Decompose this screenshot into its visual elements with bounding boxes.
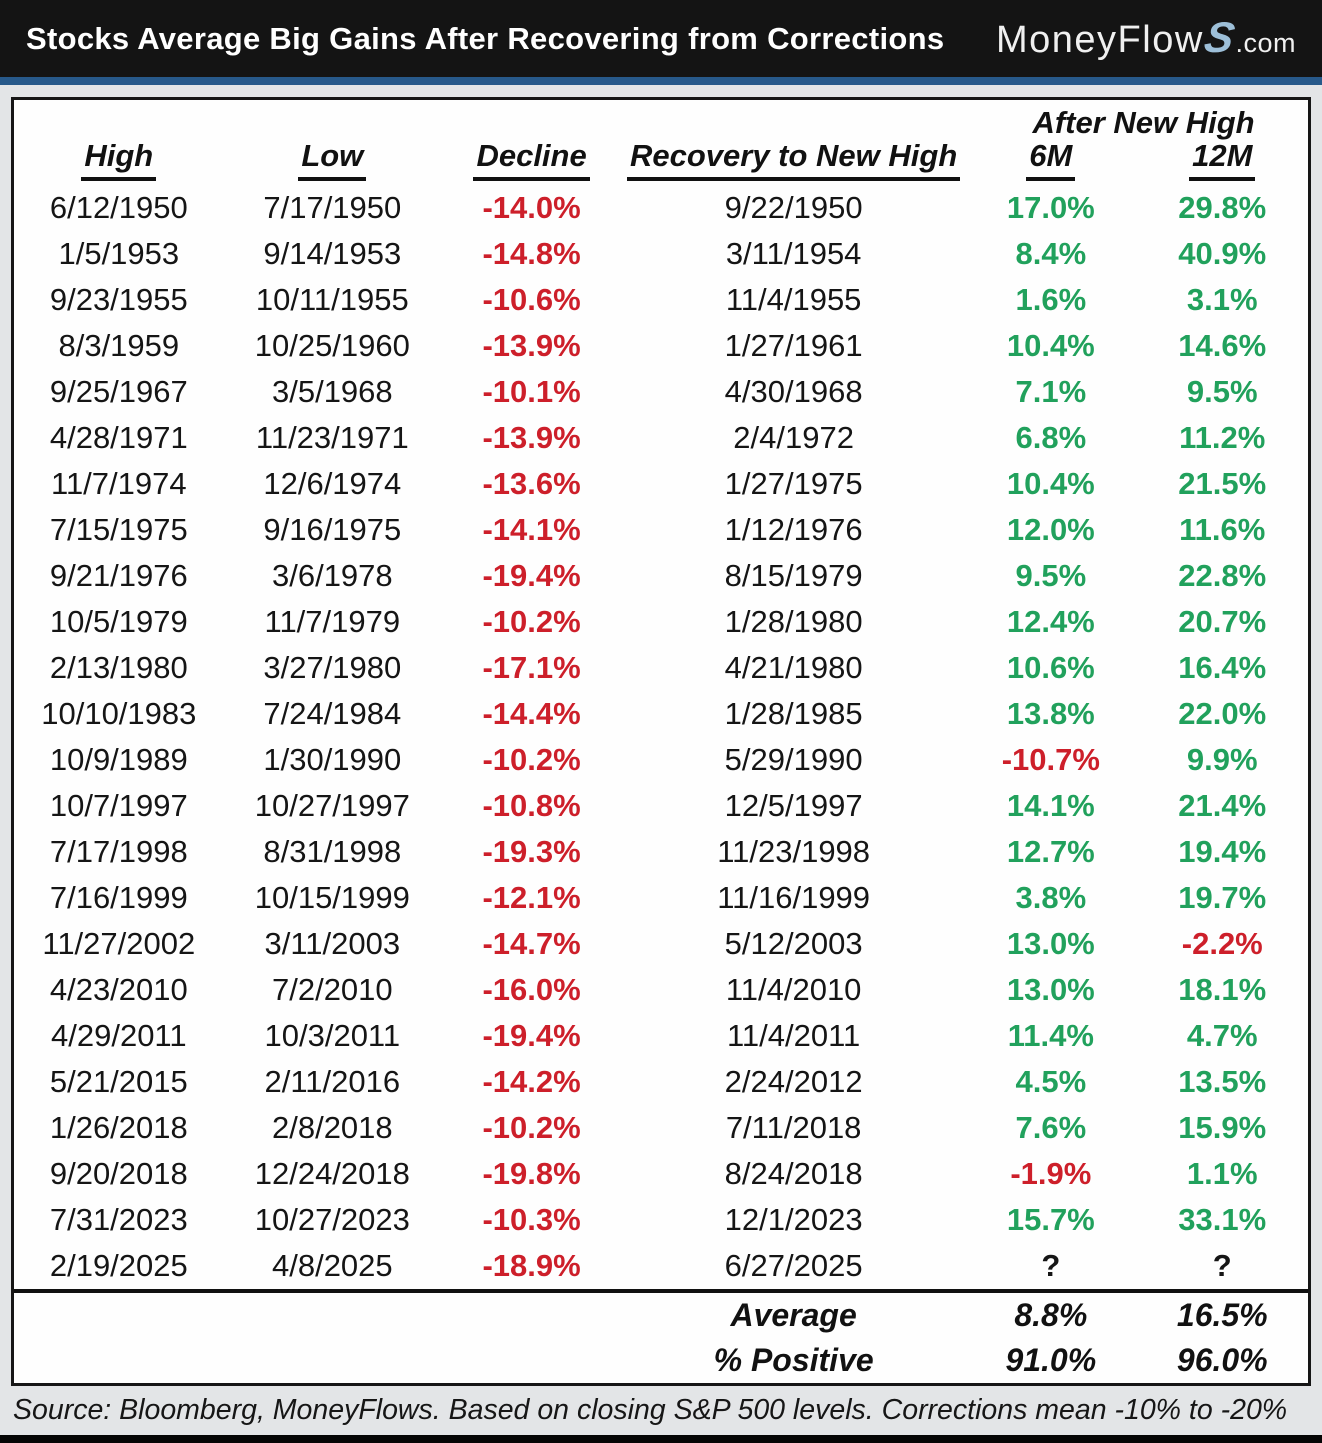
decline-value: -14.1%: [482, 512, 581, 547]
low-date: 10/11/1955: [255, 282, 409, 317]
return-12m: 21.5%: [1178, 466, 1267, 501]
low-date: 12/24/2018: [254, 1156, 410, 1191]
decline-value: -10.6%: [482, 282, 581, 317]
recovery-date: 11/4/2010: [725, 972, 862, 1007]
high-date: 11/27/2002: [42, 926, 196, 961]
table-row: [14, 369, 1308, 415]
column-header-low-label: Low: [298, 138, 366, 181]
table-row: [14, 415, 1308, 461]
recovery-date: 1/28/1985: [724, 696, 863, 731]
low-date: 3/11/2003: [264, 926, 401, 961]
recovery-date: 11/4/1955: [725, 282, 862, 317]
high-date: 5/21/2015: [49, 1064, 188, 1099]
high-date: 6/12/1950: [49, 190, 188, 225]
return-6m: 4.5%: [1015, 1064, 1087, 1099]
return-12m: 16.4%: [1178, 650, 1267, 685]
group-header-after-new-high: After New High: [1032, 105, 1255, 140]
summary-body: [14, 1293, 1308, 1383]
summary-label: Average: [730, 1297, 857, 1333]
high-date: 10/9/1989: [49, 742, 188, 777]
summary-label: % Positive: [713, 1342, 874, 1378]
decline-value: -14.4%: [482, 696, 581, 731]
recovery-date: 4/30/1968: [724, 374, 863, 409]
summary-6m-value: 8.8%: [1014, 1297, 1088, 1333]
decline-value: -10.1%: [482, 374, 581, 409]
low-date: 7/2/2010: [271, 972, 393, 1007]
low-date: 11/23/1971: [255, 420, 409, 455]
return-6m: 1.6%: [1015, 282, 1087, 317]
return-12m: 21.4%: [1178, 788, 1267, 823]
low-date: 9/16/1975: [263, 512, 402, 547]
table-row: [14, 507, 1308, 553]
return-6m: 15.7%: [1006, 1202, 1095, 1237]
return-6m: 12.0%: [1006, 512, 1095, 547]
low-date: 10/27/1997: [254, 788, 410, 823]
summary-row: [14, 1293, 1308, 1338]
summary-6m-value: 91.0%: [1005, 1342, 1097, 1378]
return-12m: 40.9%: [1178, 236, 1267, 271]
recovery-date: 4/21/1980: [724, 650, 863, 685]
summary-row: [14, 1338, 1308, 1383]
return-12m: -2.2%: [1181, 926, 1263, 961]
column-header-high-label: High: [81, 138, 156, 181]
recovery-date: 11/16/1999: [717, 880, 871, 915]
table-row: [14, 185, 1308, 231]
table-row: [14, 783, 1308, 829]
low-date: 1/30/1990: [263, 742, 402, 777]
return-6m: 7.1%: [1015, 374, 1087, 409]
return-6m: 8.4%: [1015, 236, 1087, 271]
recovery-date: 12/1/2023: [724, 1202, 863, 1237]
column-header-6m: [965, 138, 1136, 181]
high-date: 9/25/1967: [49, 374, 188, 409]
logo-stylized-s-icon: S: [1200, 14, 1238, 62]
logo-tld: .com: [1235, 28, 1296, 58]
return-6m: 6.8%: [1015, 420, 1087, 455]
return-12m: 11.6%: [1179, 512, 1266, 547]
decline-value: -10.2%: [482, 742, 581, 777]
high-date: 7/31/2023: [49, 1202, 188, 1237]
decline-value: -10.8%: [482, 788, 581, 823]
return-6m: 10.4%: [1006, 466, 1095, 501]
low-date: 2/11/2016: [264, 1064, 401, 1099]
high-date: 9/21/1976: [49, 558, 188, 593]
return-12m: ?: [1212, 1248, 1232, 1283]
low-date: 8/31/1998: [263, 834, 402, 869]
high-date: 4/23/2010: [49, 972, 188, 1007]
low-date: 10/15/1999: [254, 880, 410, 915]
low-date: 11/7/1979: [264, 604, 401, 639]
recovery-date: 2/24/2012: [724, 1064, 863, 1099]
source-footer: [0, 1386, 1322, 1435]
table-row: [14, 829, 1308, 875]
low-date: 3/27/1980: [263, 650, 402, 685]
high-date: 7/17/1998: [49, 834, 188, 869]
decline-value: -19.4%: [482, 1018, 581, 1053]
high-date: 11/7/1974: [51, 466, 187, 501]
moneyflows-logo: [996, 14, 1296, 63]
low-date: 4/8/2025: [271, 1248, 393, 1283]
table-body: [14, 185, 1308, 1289]
table-row: [14, 277, 1308, 323]
decline-value: -10.2%: [482, 1110, 581, 1145]
table-row: [14, 691, 1308, 737]
return-12m: 29.8%: [1178, 190, 1267, 225]
recovery-date: 11/23/1998: [717, 834, 871, 869]
high-date: 9/23/1955: [49, 282, 188, 317]
return-6m: 14.1%: [1006, 788, 1095, 823]
return-12m: 1.1%: [1186, 1156, 1258, 1191]
column-header-decline-label: Decline: [473, 138, 589, 181]
return-12m: 19.7%: [1178, 880, 1267, 915]
return-12m: 15.9%: [1178, 1110, 1267, 1145]
decline-value: -19.8%: [482, 1156, 581, 1191]
high-date: 8/3/1959: [58, 328, 180, 363]
recovery-date: 8/15/1979: [724, 558, 863, 593]
low-date: 9/14/1953: [263, 236, 402, 271]
recovery-date: 11/4/2011: [726, 1018, 861, 1053]
logo-text-main: MoneyFlow: [996, 19, 1204, 61]
return-12m: 19.4%: [1178, 834, 1267, 869]
table-row: [14, 1013, 1308, 1059]
decline-value: -14.8%: [482, 236, 581, 271]
return-12m: 9.5%: [1186, 374, 1258, 409]
high-date: 2/19/2025: [49, 1248, 188, 1283]
return-12m: 3.1%: [1186, 282, 1258, 317]
decline-value: -18.9%: [482, 1248, 581, 1283]
header-bar: [0, 0, 1322, 77]
high-date: 10/5/1979: [49, 604, 188, 639]
source-text: Source: Bloomberg, MoneyFlows. Based on closing S&P 500 levels. Corrections mean -10% to -20%: [13, 1394, 1288, 1426]
recovery-date: 6/27/2025: [724, 1248, 863, 1283]
high-date: 9/20/2018: [49, 1156, 188, 1191]
return-12m: 13.5%: [1178, 1064, 1267, 1099]
column-header-recovery: [622, 138, 965, 181]
decline-value: -16.0%: [482, 972, 581, 1007]
recovery-date: 8/24/2018: [724, 1156, 863, 1191]
table-row: [14, 645, 1308, 691]
return-6m: 3.8%: [1015, 880, 1087, 915]
recovery-date: 1/12/1976: [724, 512, 863, 547]
high-date: 7/16/1999: [49, 880, 188, 915]
return-12m: 22.8%: [1178, 558, 1267, 593]
return-6m: 10.6%: [1006, 650, 1095, 685]
return-12m: 33.1%: [1178, 1202, 1267, 1237]
decline-value: -13.9%: [482, 420, 581, 455]
return-6m: -10.7%: [1001, 742, 1100, 777]
summary-12m-value: 96.0%: [1176, 1342, 1268, 1378]
recovery-date: 7/11/2018: [725, 1110, 862, 1145]
column-header-high: [14, 138, 224, 181]
recovery-date: 12/5/1997: [724, 788, 863, 823]
return-6m: ?: [1041, 1248, 1061, 1283]
decline-value: -14.2%: [482, 1064, 581, 1099]
table-row: [14, 461, 1308, 507]
high-date: 4/29/2011: [51, 1018, 187, 1053]
low-date: 2/8/2018: [271, 1110, 393, 1145]
return-6m: -1.9%: [1010, 1156, 1092, 1191]
column-header-decline: [441, 138, 622, 181]
high-date: 10/10/1983: [41, 696, 197, 731]
table-row: [14, 1243, 1308, 1289]
table-row: [14, 1105, 1308, 1151]
corrections-table: [11, 97, 1311, 1386]
group-header-row: [14, 100, 1308, 138]
high-date: 1/5/1953: [58, 236, 180, 271]
table-row: [14, 553, 1308, 599]
recovery-date: 5/29/1990: [724, 742, 863, 777]
return-12m: 4.7%: [1186, 1018, 1258, 1053]
page-title: Stocks Average Big Gains After Recovering from Corrections: [26, 20, 945, 56]
decline-value: -19.3%: [482, 834, 581, 869]
table-row: [14, 1197, 1308, 1243]
column-header-12m-label: 12M: [1189, 138, 1255, 181]
return-12m: 9.9%: [1186, 742, 1258, 777]
decline-value: -17.1%: [482, 650, 581, 685]
table-row: [14, 599, 1308, 645]
column-header-12m: [1137, 138, 1308, 181]
return-12m: 18.1%: [1178, 972, 1267, 1007]
return-6m: 17.0%: [1006, 190, 1095, 225]
recovery-date: 1/28/1980: [724, 604, 863, 639]
recovery-date: 3/11/1954: [725, 236, 862, 271]
bottom-bar: [0, 1435, 1322, 1443]
low-date: 10/25/1960: [254, 328, 410, 363]
high-date: 2/13/1980: [49, 650, 188, 685]
return-6m: 13.8%: [1006, 696, 1095, 731]
return-6m: 7.6%: [1015, 1110, 1087, 1145]
low-date: 10/27/2023: [254, 1202, 410, 1237]
return-12m: 22.0%: [1178, 696, 1267, 731]
column-header-6m-label: 6M: [1026, 138, 1075, 181]
low-date: 3/5/1968: [271, 374, 393, 409]
column-header-low: [224, 138, 441, 181]
high-date: 4/28/1971: [49, 420, 188, 455]
recovery-date: 5/12/2003: [724, 926, 863, 961]
column-header-row: [14, 138, 1308, 185]
decline-value: -14.0%: [482, 190, 581, 225]
high-date: 1/26/2018: [49, 1110, 188, 1145]
return-6m: 13.0%: [1006, 972, 1095, 1007]
return-12m: 11.2%: [1179, 420, 1266, 455]
return-6m: 9.5%: [1015, 558, 1087, 593]
summary-12m-value: 16.5%: [1176, 1297, 1268, 1333]
return-6m: 12.7%: [1006, 834, 1095, 869]
recovery-date: 2/4/1972: [733, 420, 854, 455]
return-12m: 14.6%: [1178, 328, 1267, 363]
low-date: 3/6/1978: [271, 558, 393, 593]
decline-value: -13.6%: [482, 466, 581, 501]
decline-value: -14.7%: [482, 926, 581, 961]
low-date: 7/24/1984: [263, 696, 402, 731]
column-header-recovery-label: Recovery to New High: [627, 138, 960, 181]
high-date: 10/7/1997: [49, 788, 188, 823]
return-6m: 10.4%: [1006, 328, 1095, 363]
table-row: [14, 1059, 1308, 1105]
high-date: 7/15/1975: [49, 512, 188, 547]
recovery-date: 9/22/1950: [724, 190, 863, 225]
table-row: [14, 875, 1308, 921]
accent-line: [0, 77, 1322, 85]
table-row: [14, 921, 1308, 967]
table-row: [14, 967, 1308, 1013]
recovery-date: 1/27/1975: [724, 466, 863, 501]
return-6m: 11.4%: [1007, 1018, 1094, 1053]
table-row: [14, 231, 1308, 277]
decline-value: -19.4%: [482, 558, 581, 593]
decline-value: -10.2%: [482, 604, 581, 639]
table-row: [14, 323, 1308, 369]
low-date: 12/6/1974: [263, 466, 402, 501]
return-12m: 20.7%: [1178, 604, 1267, 639]
decline-value: -10.3%: [482, 1202, 581, 1237]
low-date: 10/3/2011: [264, 1018, 401, 1053]
decline-value: -13.9%: [482, 328, 581, 363]
return-6m: 13.0%: [1006, 926, 1095, 961]
table-row: [14, 737, 1308, 783]
return-6m: 12.4%: [1006, 604, 1095, 639]
table-row: [14, 1151, 1308, 1197]
recovery-date: 1/27/1961: [724, 328, 863, 363]
low-date: 7/17/1950: [263, 190, 402, 225]
decline-value: -12.1%: [482, 880, 581, 915]
